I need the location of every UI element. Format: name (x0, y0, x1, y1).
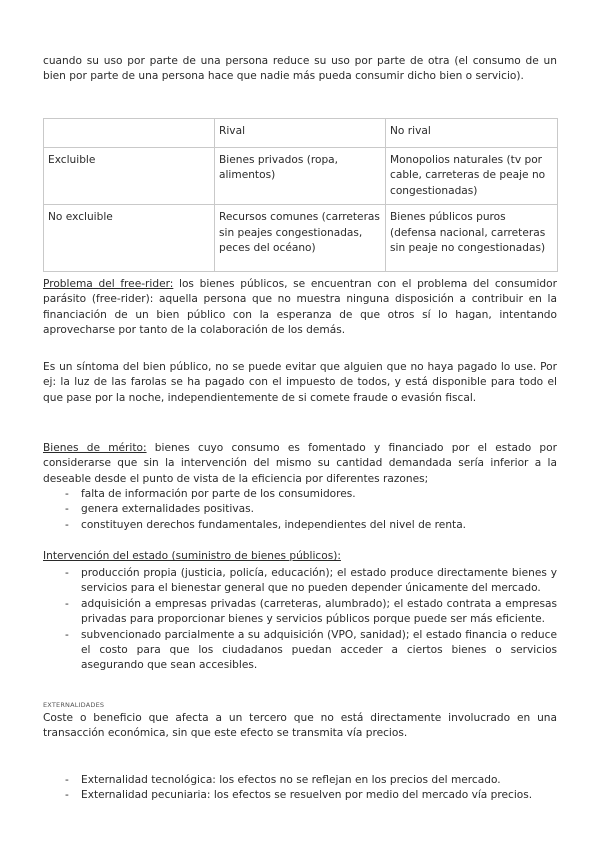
list-item: - Externalidad pecuniaria: los efectos se resuelven por medio del mercado vía precios. (43, 788, 557, 803)
externalities-heading: EXTERNALIDADES (43, 701, 105, 709)
table-row (44, 205, 558, 272)
list-item: - Externalidad tecnológica: los efectos no se reflejan en los precios del mercado. (43, 773, 557, 788)
table-row (44, 148, 558, 205)
state-intervention-heading (43, 549, 557, 564)
intro-paragraph: cuando su uso por parte de una persona reduce su uso por parte de otra (el consumo de un bien por parte de una persona hace que nadie más pueda consumir dicho bien o servicio). (43, 55, 557, 83)
table-cell: Bienes públicos puros (defensa nacional, carreteras sin peaje no congestionadas) (386, 205, 558, 272)
table-cell: Excluible (44, 148, 215, 205)
table-cell: Recursos comunes (carreteras sin peajes congestionadas, peces del océano) (215, 205, 386, 272)
free-rider-text: los bienes públicos, se encuentran con el problema del consumidor parásito (free-rider): aquella persona que no muestra ninguna disposición a contribuir en la financiación de un bien público con la esperanza de que otros sí lo hagan, intentando aprovecharse por tanto de la colaboración de los demás. (43, 278, 557, 337)
list-item: - falta de información por parte de los consumidores. (43, 487, 557, 502)
table-cell: Monopolios naturales (tv por cable, carreteras de peaje no congestionadas) (386, 148, 558, 205)
merit-goods-paragraph (43, 441, 557, 487)
list-item: - constituyen derechos fundamentales, independientes del nivel de renta. (43, 518, 557, 533)
free-rider-title: Problema del free-rider: (43, 278, 174, 290)
state-intervention-list (43, 566, 557, 674)
list-item: - genera externalidades positivas. (43, 502, 557, 517)
table-header-cell: Rival (215, 119, 386, 148)
table-header-row (44, 119, 558, 148)
list-item: - adquisición a empresas privadas (carreteras, alumbrado); el estado contrata a empresas privadas para proporcionar bienes y servicios públicos porque puede ser más eficiente. (43, 597, 557, 628)
state-intervention-title: Intervención del estado (suministro de bienes públicos): (43, 550, 341, 562)
table-header-cell: No rival (386, 119, 558, 148)
merit-goods-text: bienes cuyo consumo es fomentado y financiado por el estado por considerarse que sin la intervención del mismo su cantidad demandada sería inferior a la deseable desde el punto de vista de la eficiencia por diferentes razones; (43, 442, 557, 485)
free-rider-paragraph (43, 277, 557, 339)
merit-goods-title: Bienes de mérito: (43, 442, 147, 454)
merit-goods-list (43, 487, 557, 533)
list-item: - producción propia (justicia, policía, educación); el estado produce directamente bienes y servicios para el bienestar general que no pueden depender únicamente del mercado. (43, 566, 557, 597)
table-header-cell (44, 119, 215, 148)
table-cell: No excluible (44, 205, 215, 272)
externalities-paragraph: Coste o beneficio que afecta a un tercero que no está directamente involucrado en una transacción económica, sin que este efecto se transmita vía precios. (43, 712, 557, 740)
public-good-symptom-paragraph: Es un síntoma del bien público, no se puede evitar que alguien que no haya pagado lo use. Por ej: la luz de las farolas se ha pagado con el impuesto de todos, y está disponible para todo el que pase por la noche, independientemente de si comete fraude o evasión fiscal. (43, 361, 557, 404)
externalities-list (43, 773, 557, 804)
table-cell: Bienes privados (ropa, alimentos) (215, 148, 386, 205)
list-item: - subvencionado parcialmente a su adquisición (VPO, sanidad); el estado financia o reduce el costo para que los ciudadanos puedan acceder a ciertos bienes o servicios asegurando que sean accesibles. (43, 628, 557, 674)
goods-classification-table (43, 118, 558, 272)
